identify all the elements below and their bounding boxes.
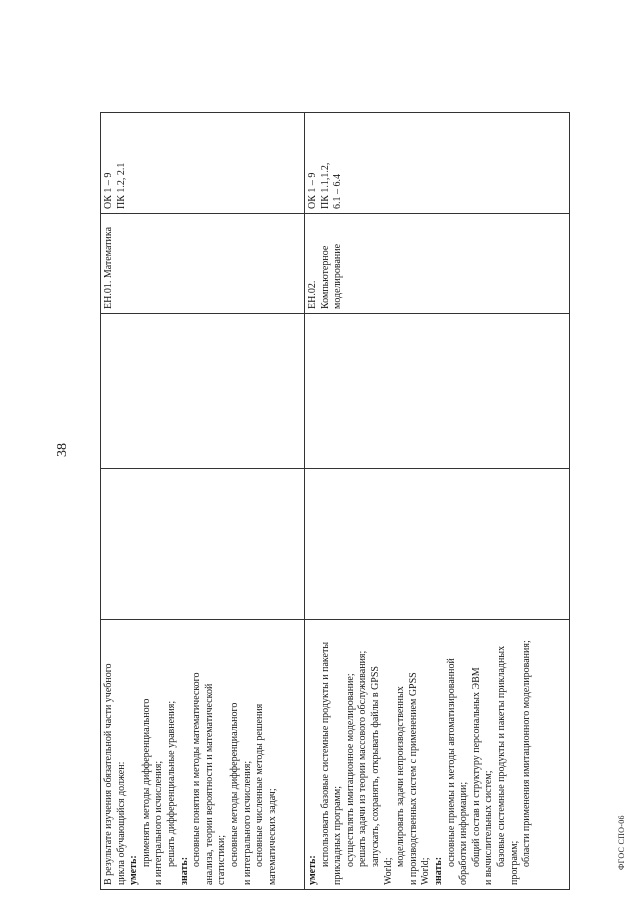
- text-line: применять методы дифференциального: [140, 698, 152, 867]
- text-line: знать:: [432, 856, 444, 885]
- text-line: обработки информации;: [458, 781, 470, 885]
- discipline-cell: ЕН.01. Математика: [101, 214, 305, 314]
- text-line: математических задач;: [266, 788, 278, 885]
- footer-label: ФГОС СПО-06: [617, 815, 626, 870]
- text-line: уметь:: [307, 855, 318, 885]
- text-line: В результате изучения обязательной части учебного: [103, 663, 114, 885]
- text-line: основные методы дифференциального: [228, 702, 240, 867]
- text-line: базовые системные продукты и пакеты прикладных: [495, 645, 507, 867]
- text-line: общий состав и структуру персональных ЭВМ: [470, 667, 482, 867]
- text-line: и интегрального исчисления;: [153, 760, 165, 885]
- empty-cell-3: [305, 314, 570, 469]
- text-line: и производственных систем с применением GPSS: [407, 672, 419, 885]
- text-line: решать дифференциальные уравнения;: [165, 700, 177, 867]
- text-line: прикладных программ;: [332, 786, 344, 885]
- text-line: и интегрального исчисления;: [241, 760, 253, 885]
- empty-cell-3: [101, 314, 305, 469]
- text-line: уметь:: [128, 855, 140, 885]
- empty-cell-2: [305, 469, 570, 620]
- competences-cell: ОК 1 – 9 ПК 1.1,1.2, 6.1 – 6.4: [305, 113, 570, 214]
- text-line: области применения имитационного моделирования;: [521, 640, 533, 867]
- text-line: статистики;: [216, 835, 228, 885]
- content-lines: [103, 624, 279, 885]
- text-line: основные приемы и методы автоматизированной: [445, 658, 457, 867]
- content-cell: [101, 620, 305, 890]
- text-line: World;: [382, 857, 394, 885]
- text-line: основные численные методы решения: [254, 703, 266, 867]
- empty-cell-2: [101, 469, 305, 620]
- text-line: анализа, теории вероятности и математической: [203, 683, 215, 885]
- discipline-cell: ЕН.02. Компьютерное моделирование: [305, 214, 570, 314]
- competences-cell: ОК 1 – 9 ПК 1.2, 2.1: [101, 113, 305, 214]
- text-line: решать задачи из теории массового обслуживания;: [357, 650, 369, 867]
- content-lines: [307, 624, 534, 885]
- curriculum-table: [100, 112, 570, 890]
- table-row: [101, 113, 305, 890]
- text-line: World;: [420, 857, 432, 885]
- text-line: использовать базовые системные продукты и пакеты: [319, 641, 331, 867]
- text-line: моделировать задачи непроизводственных: [395, 686, 407, 867]
- text-line: цикла обучающийся должен:: [115, 761, 127, 885]
- content-cell: [305, 620, 570, 890]
- text-line: запускать, сохранять, открывать файлы в GPSS: [369, 666, 381, 867]
- text-line: программ;: [508, 840, 520, 885]
- text-line: знать:: [178, 856, 190, 885]
- text-line: осуществлять имитационное моделирование;: [344, 673, 356, 867]
- page-number: 38: [55, 443, 70, 457]
- text-line: и вычислительных систем;: [483, 770, 495, 885]
- table-row: [305, 113, 570, 890]
- text-line: основные понятия и методы математического: [191, 672, 203, 867]
